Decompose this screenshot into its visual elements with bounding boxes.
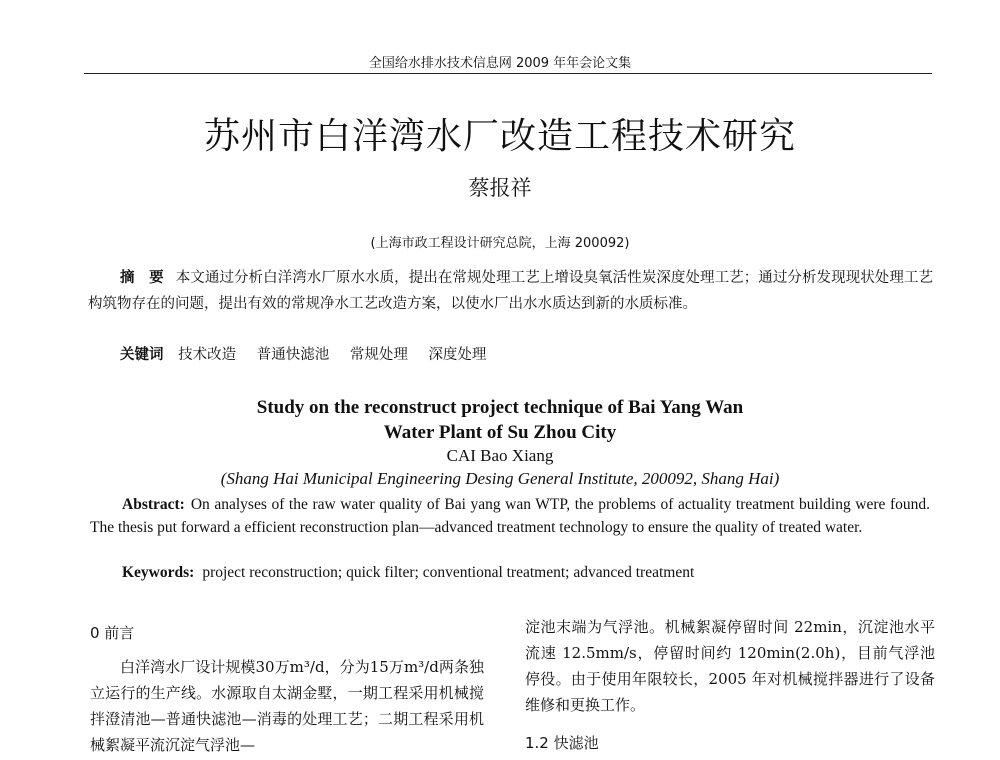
keywords-text-en: project reconstruction; quick filter; conventional treatment; advanced treatment: [202, 564, 695, 581]
abstract-label-en: Abstract:: [122, 496, 185, 513]
affiliation-en: (Shang Hai Municipal Engineering Desing General Institute, 200092, Shang Hai): [220, 469, 780, 488]
keyword-zh: 技术改造: [178, 347, 237, 363]
section-heading-filter: 1.2 快滤池: [525, 734, 599, 752]
abstract-text-zh: 本文通过分析白洋湾水厂原水水质，提出在常规处理工艺上增设臭氧活性炭深度处理工艺；通过分析发现现状处理工艺构筑物存在的问题，提出有效的常规净水工艺改造方案，以使水厂出水水质达到新的水质标准。: [88, 270, 934, 312]
title-en-line1: Study on the reconstruct project technique of Bai Yang Wan: [256, 397, 744, 418]
keyword-zh: 普通快滤池: [256, 347, 330, 363]
paper-title-en: [0, 395, 1000, 445]
keywords-zh: [120, 343, 502, 364]
keywords-label-en: Keywords:: [122, 564, 195, 581]
author-zh: 蔡报祥: [468, 176, 532, 200]
body-left-column: [90, 620, 484, 758]
body-right-column: [525, 614, 935, 756]
section-heading-intro: 0 前言: [90, 624, 135, 642]
running-header: 全国给水排水技术信息网 2009 年年会论文集: [368, 56, 632, 71]
keywords-en: [122, 564, 694, 582]
keywords-label-zh: 关键词: [120, 347, 164, 363]
abstract-en: [90, 493, 930, 539]
abstract-text-en: On analyses of the raw water quality of Bai yang wan WTP, the problems of actuality treatment building were found. The thesis put forward a efficient reconstruction plan—advanced treatment technology to ensure the quality of treated water.: [90, 496, 930, 536]
body-paragraph: 淀池末端为气浮池。机械絮凝停留时间 22min，沉淀池水平流速 12.5mm/s，停留时间约 120min(2.0h)，目前气浮池停役。由于使用年限较长，2005 年对机械搅拌器进行了设备维修和更换工作。: [525, 618, 935, 714]
keyword-zh: 深度处理: [428, 347, 487, 363]
header-rule: [84, 73, 932, 74]
abstract-label-zh: 摘 要: [120, 270, 164, 286]
keyword-zh: 常规处理: [349, 347, 408, 363]
title-en-line2: Water Plant of Su Zhou City: [383, 422, 617, 443]
paper-title-zh: 苏州市白洋湾水厂改造工程技术研究: [203, 116, 796, 157]
abstract-zh: [88, 265, 933, 317]
affiliation-zh: (上海市政工程设计研究总院，上海 200092): [370, 236, 630, 251]
body-paragraph: 白洋湾水厂设计规模30万m³/d，分为15万m³/d两条独立运行的生产线。水源取自太湖金墅，一期工程采用机械搅拌澄清池—普通快滤池—消毒的处理工艺；二期工程采用机械絮凝平流沉淀气浮池—: [90, 658, 484, 754]
author-en: CAI Bao Xiang: [446, 446, 554, 465]
